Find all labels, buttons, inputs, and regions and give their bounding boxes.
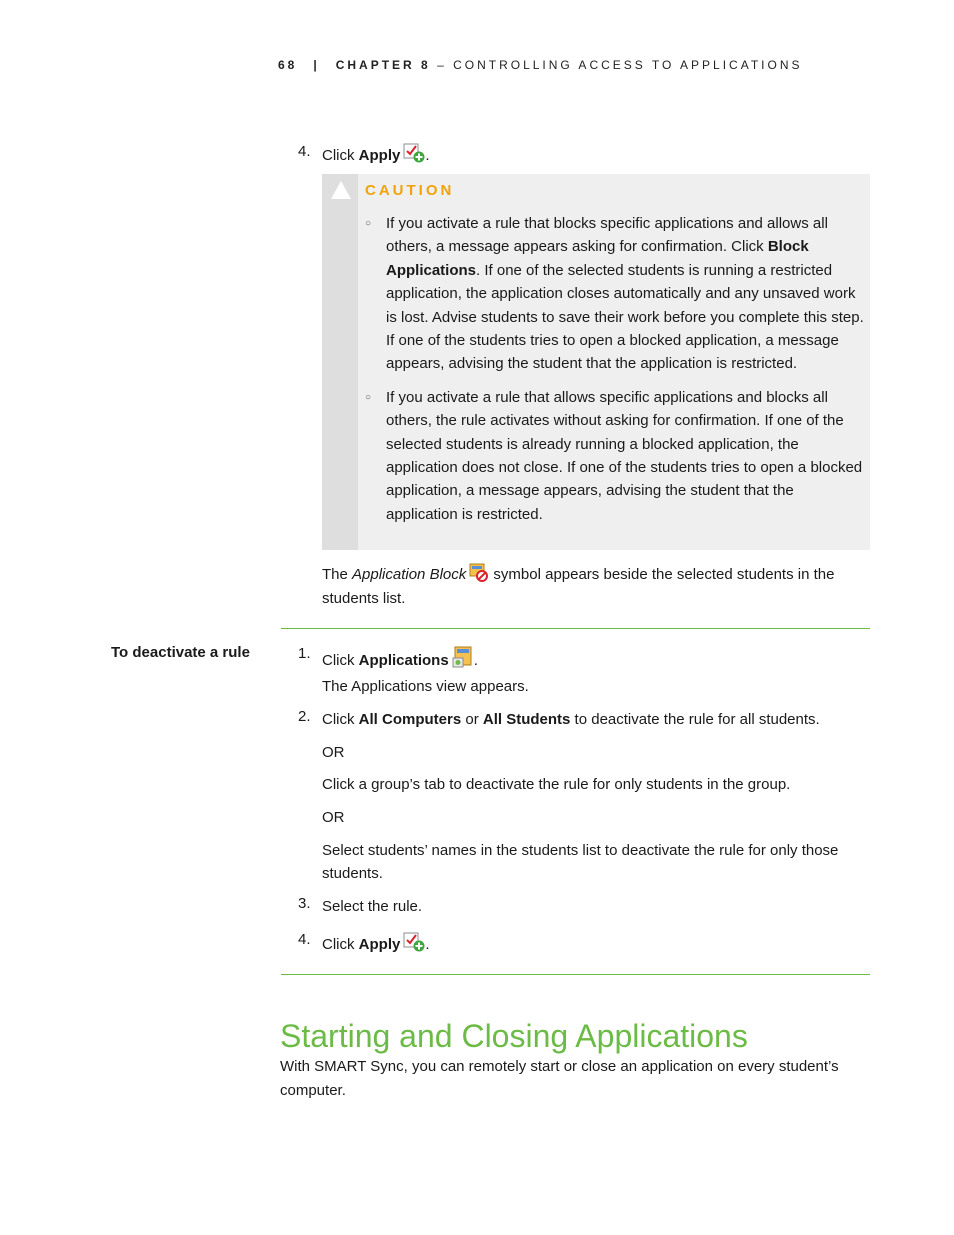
or-separator: OR — [322, 744, 345, 761]
bullet-icon: ○ — [365, 391, 372, 403]
step-select-rule: Select the rule. — [322, 898, 423, 915]
step-text: Click — [322, 936, 359, 953]
step-suffix: . — [425, 936, 430, 953]
block-applications-label: Block Applications — [386, 238, 809, 279]
chapter-title: – CONTROLLING ACCESS TO APPLICATIONS — [437, 58, 803, 72]
applications-icon — [452, 646, 474, 675]
step-apply-bottom — [322, 932, 430, 959]
caution-text: If you activate a rule that allows specific applications and blocks all others, the rule activates without asking for confirmation. If one of the selected students is already running a blocked application, the application does not close. If one of the students tries to open a blocked application, a message appears, advising the student that the application is restricted. — [386, 388, 863, 523]
step-text: Click — [322, 711, 359, 728]
apply-icon — [403, 143, 425, 170]
application-block-term: Application Block — [352, 566, 467, 583]
warning-icon — [330, 180, 352, 204]
running-header — [278, 58, 803, 72]
step-number: 2. — [298, 708, 311, 725]
caution-text: . If one of the selected students is running a restricted application, the application closes automatically and any unsaved work is lost. Advise students to save their work before you complete this step. If one of the students tries to open a blocked application, a message appears, advising the student that the application is restricted. — [386, 261, 864, 373]
application-block-icon — [469, 562, 489, 588]
caution-title: CAUTION — [365, 182, 455, 199]
apply-icon — [403, 932, 425, 959]
procedure-label: To deactivate a rule — [111, 644, 250, 661]
step-apply-top — [322, 143, 430, 170]
group-option: Click a group’s tab to deactivate the rule for only students in the group. — [322, 776, 791, 793]
note-text: symbol appears beside the selected students in the students list. — [322, 566, 835, 607]
page-number: 68 — [278, 58, 298, 72]
step-suffix: . — [473, 652, 478, 669]
all-students-label: All Students — [482, 711, 571, 728]
step-number: 4. — [298, 143, 311, 160]
step-select-scope — [322, 708, 820, 731]
header-separator: | — [313, 58, 320, 72]
step-number: 4. — [298, 931, 311, 948]
section-heading: Starting and Closing Applications — [280, 1018, 748, 1054]
caution-box — [322, 174, 870, 550]
step-number: 3. — [298, 895, 311, 912]
or-separator: OR — [322, 809, 345, 826]
caution-text: If you activate a rule that blocks specific applications and allows all others, a message appears asking for confirmation. Click — [386, 215, 828, 256]
caution-item — [365, 386, 864, 526]
section-intro: With SMART Sync, you can remotely start or close an application on every student’s computer. — [280, 1058, 839, 1099]
step-text: to deactivate the rule for all students. — [570, 711, 820, 728]
divider — [281, 974, 870, 975]
apply-label: Apply — [358, 147, 401, 164]
caution-list — [365, 212, 864, 536]
select-option: Select students’ names in the students list to deactivate the rule for only those students. — [322, 842, 839, 882]
step-text: or — [461, 711, 483, 728]
note-text: The — [322, 566, 353, 583]
caution-sidebar — [322, 174, 358, 550]
step-number: 1. — [298, 645, 311, 662]
step-text: Click — [322, 652, 359, 669]
step-result: The Applications view appears. — [322, 678, 529, 695]
app-block-note — [322, 562, 862, 609]
step-suffix: . — [425, 147, 430, 164]
bullet-icon: ○ — [365, 218, 372, 229]
caution-item — [365, 212, 864, 376]
divider — [281, 628, 870, 629]
apply-label: Apply — [358, 936, 401, 953]
step-applications — [322, 646, 478, 675]
applications-label: Applications — [358, 652, 449, 669]
step-text: Click — [322, 147, 359, 164]
all-computers-label: All Computers — [358, 711, 462, 728]
chapter-label: CHAPTER 8 — [335, 58, 431, 72]
